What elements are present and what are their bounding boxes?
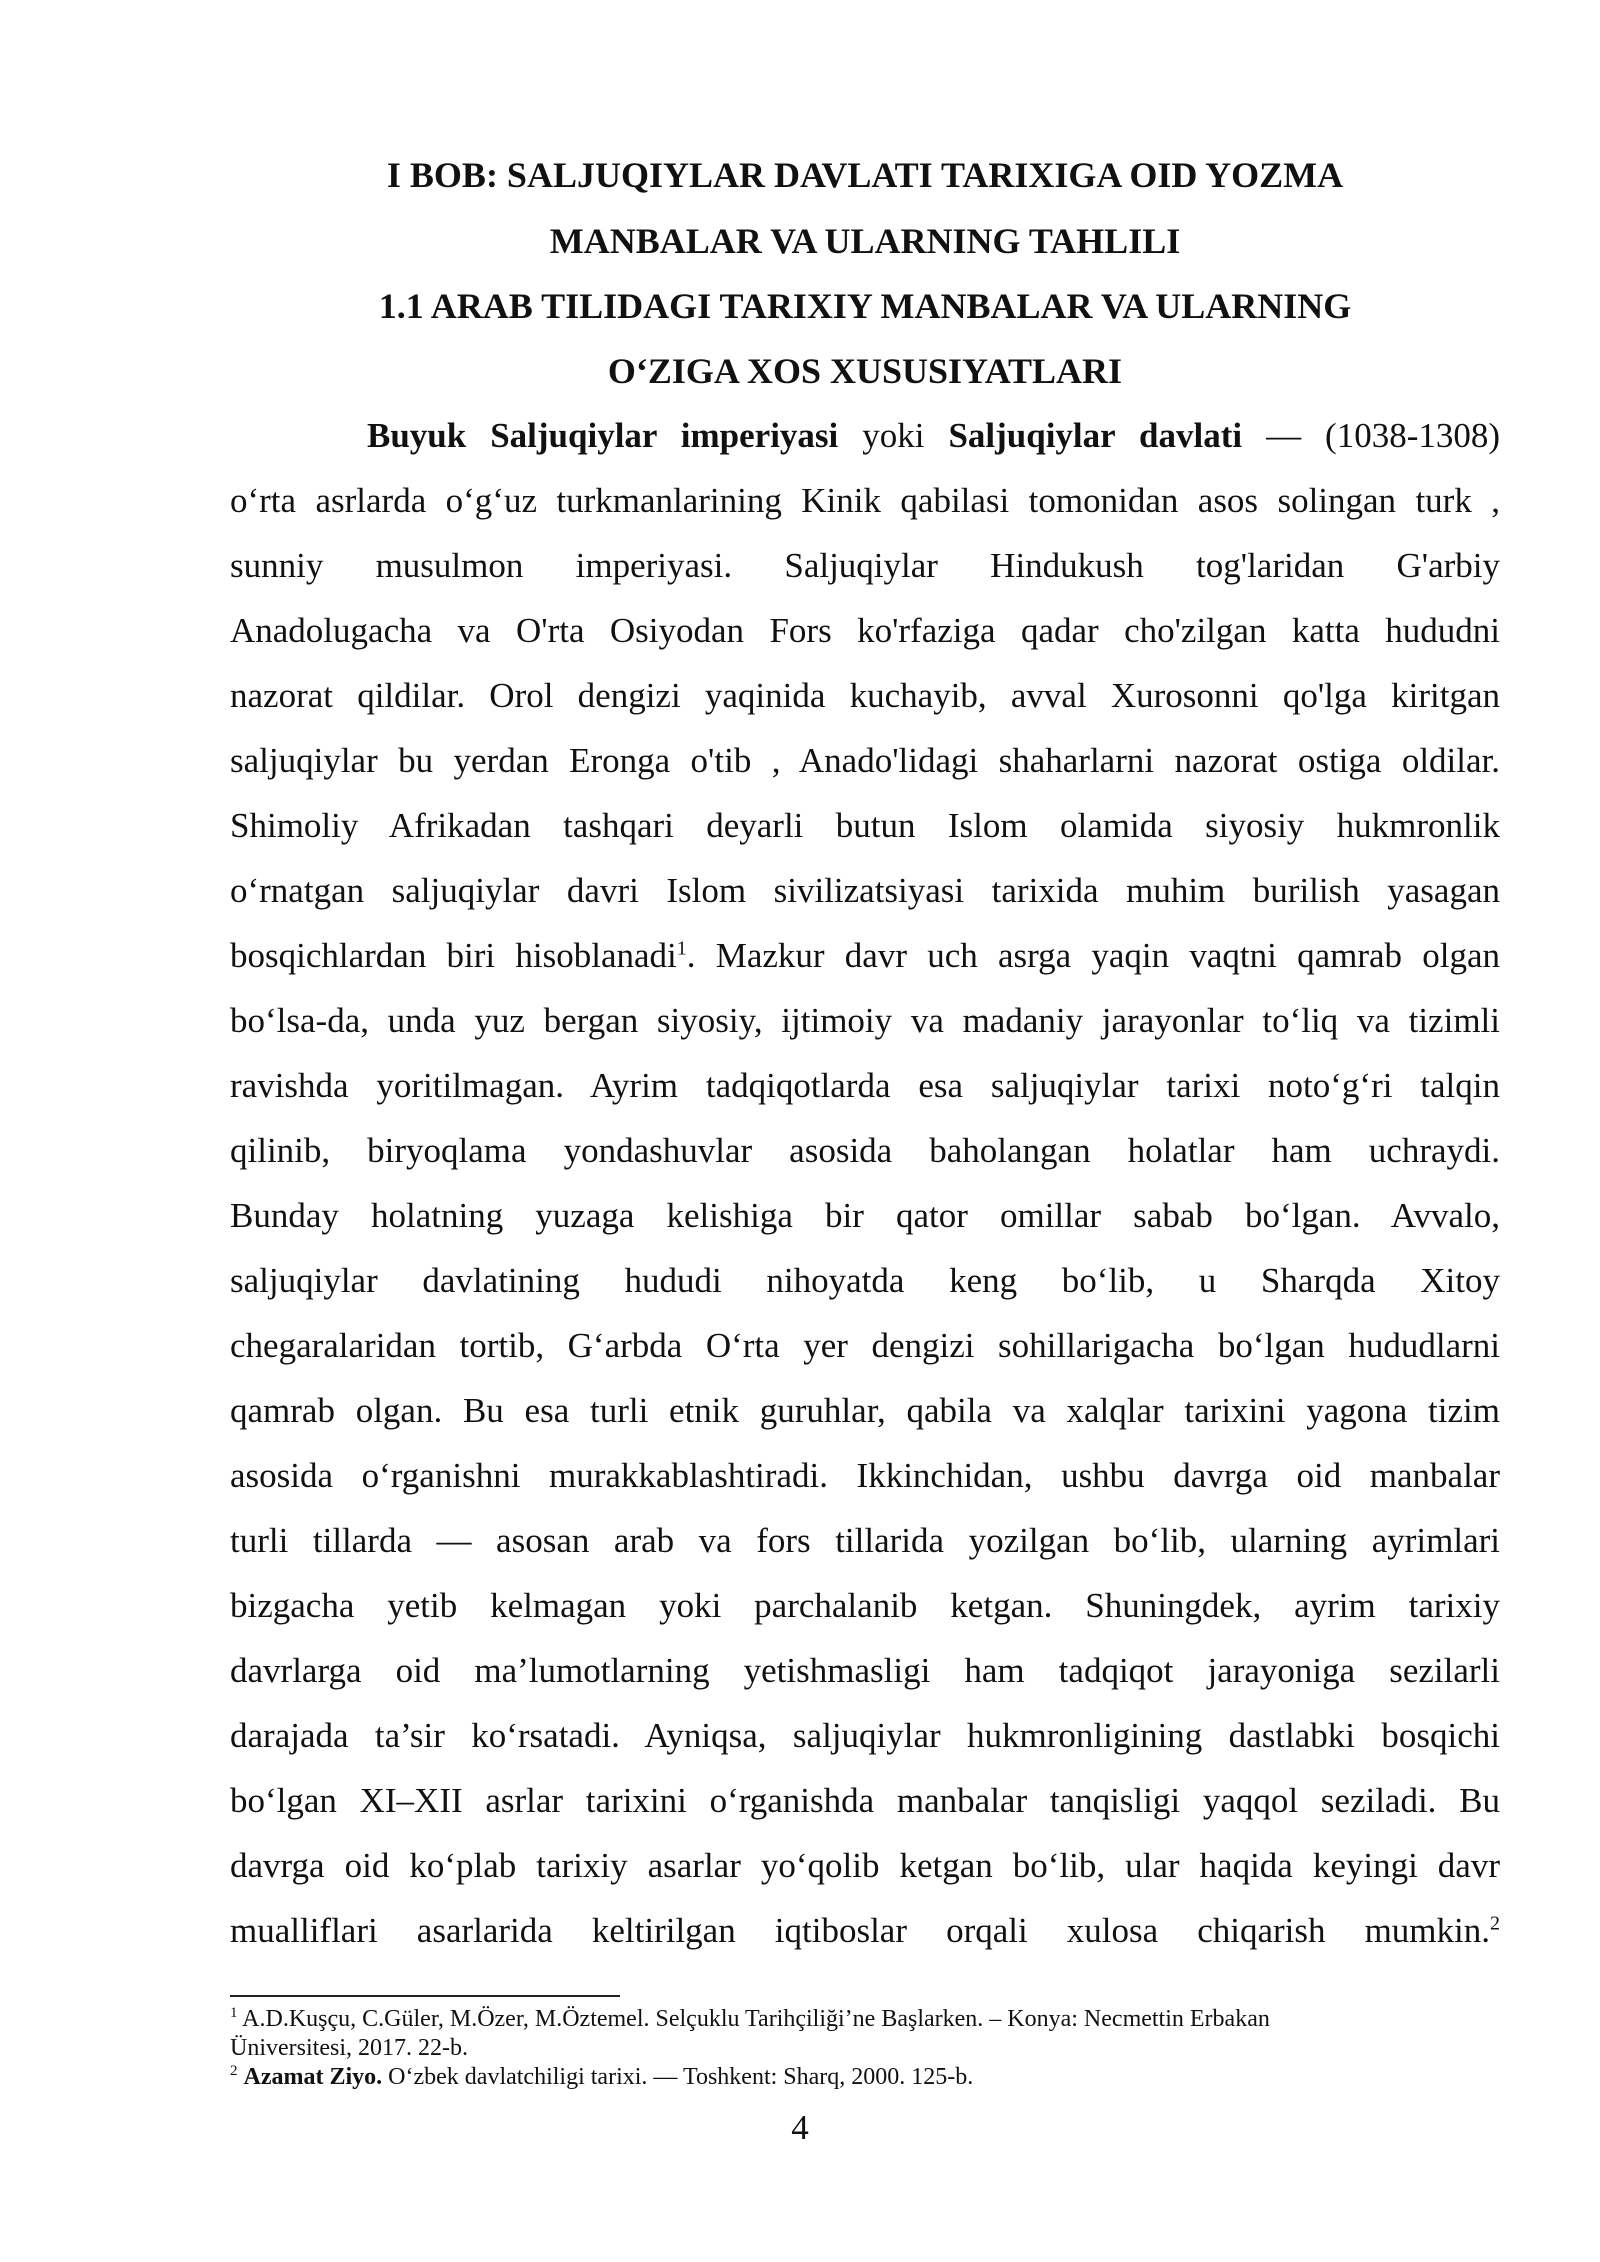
body-line: nazorat qildilar. Orol dengizi yaqinida kuchayib, avval Xurosonni qo'lga kiritgan <box>230 676 1500 715</box>
body-line: bo‘lsa-da, unda yuz bergan siyosiy, ijtimoiy va madaniy jarayonlar to‘liq va tizimli <box>230 1001 1500 1040</box>
body-line: sunniy musulmon imperiyasi. Saljuqiylar Hindukush tog'laridan G'arbiy <box>230 546 1500 585</box>
chapter-title-line-2: MANBALAR VA ULARNING TAHLILI <box>549 221 1181 261</box>
body-line: asosida o‘rganishni murakkablashtiradi. Ikkinchidan, ushbu davrga oid manbalar <box>230 1456 1500 1495</box>
body-line: darajada ta’sir ko‘rsatadi. Ayniqsa, saljuqiylar hukmronligining dastlabki bosqichi <box>230 1716 1500 1755</box>
body-line: Bunday holatning yuzaga kelishiga bir qator omillar sabab bo‘lgan. Avvalo, <box>230 1196 1500 1235</box>
footnote-ref-1[interactable]: 1 <box>676 937 687 960</box>
footnote-number: 2 <box>230 2063 238 2079</box>
body-line: davrlarga oid ma’lumotlarning yetishmasligi ham tadqiqot jarayoniga sezilarli <box>230 1651 1500 1690</box>
body-line: qilinib, biryoqlama yondashuvlar asosida baholangan holatlar ham uchraydi. <box>230 1131 1500 1170</box>
chapter-title-line-1: I BOB: SALJUQIYLAR DAVLATI TARIXIGA OID YOZMA <box>386 155 1344 195</box>
footnote-1-continued: Üniversitesi, 2017. 22-b. <box>230 2035 468 2061</box>
footnote-text: O‘zbek davlatchiligi tarixi. — Toshkent: Sharq, 2000. 125-b. <box>382 2064 974 2090</box>
body-line: Shimoliy Afrikadan tashqari deyarli butun Islom olamida siyosiy hukmronlik <box>230 806 1500 845</box>
intro-dates: — (1038-1308) <box>1242 416 1500 455</box>
body-line: chegaralaridan tortib, G‘arbda O‘rta yer dengizi sohillarigacha bo‘lgan hududlarni <box>230 1326 1500 1365</box>
body-line: ravishda yoritilmagan. Ayrim tadqiqotlarda esa saljuqiylar tarixi noto‘g‘ri talqin <box>230 1066 1500 1105</box>
footnote-number: 1 <box>230 2005 238 2021</box>
body-line: qamrab olgan. Bu esa turli etnik guruhlar, qabila va xalqlar tarixini yagona tizim <box>230 1391 1500 1430</box>
intro-bold-term-1: Buyuk Saljuqiylar imperiyasi <box>367 416 839 455</box>
body-line: Anadolugacha va O'rta Osiyodan Fors ko'rfaziga qadar cho'zilgan katta hududni <box>230 611 1500 650</box>
section-title-line-2: O‘ZIGA XOS XUSUSIYATLARI <box>607 351 1123 391</box>
footnote-text: A.D.Kuşçu, C.Güler, M.Özer, M.Öztemel. Selçuklu Tarihçiliği’ne Başlarken. – Konya: Necmettin Erbakan <box>237 2006 1270 2032</box>
footnote-ref-2[interactable]: 2 <box>1490 1912 1500 1935</box>
body-line: saljuqiylar davlatining hududi nihoyatda keng bo‘lib, u Sharqda Xitoy <box>230 1261 1500 1300</box>
body-line: o‘rta asrlarda o‘g‘uz turkmanlarining Kinik qabilasi tomonidan asos solingan turk , <box>230 481 1500 520</box>
body-line: turli tillarda — asosan arab va fors tillarida yozilgan bo‘lib, ularning ayrimlari <box>230 1521 1500 1560</box>
body-line: davrga oid ko‘plab tarixiy asarlar yo‘qolib ketgan bo‘lib, ular haqida keyingi davr <box>230 1846 1500 1885</box>
section-title-line-1: 1.1 ARAB TILIDAGI TARIXIY MANBALAR VA ULARNING <box>378 286 1352 326</box>
paragraph-intro-line <box>367 414 1500 458</box>
body-line: o‘rnatgan saljuqiylar davri Islom sivilizatsiyasi tarixida muhim burilish yasagan <box>230 871 1500 910</box>
body-line-with-footnote-ref <box>230 934 1500 978</box>
page-number: 4 <box>791 2108 809 2147</box>
body-text: mualliflari asarlarida keltirilgan iqtiboslar orqali xulosa chiqarish mumkin. <box>230 1911 1490 1950</box>
body-line: bo‘lgan XI–XII asrlar tarixini o‘rganishda manbalar tanqisligi yaqqol seziladi. Bu <box>230 1781 1500 1820</box>
footnote-1 <box>230 2005 1500 2034</box>
intro-connector: yoki <box>838 416 949 455</box>
body-text: . Mazkur davr uch asrga yaqin vaqtni qamrab olgan <box>686 936 1501 975</box>
intro-bold-term-2: Saljuqiylar davlati <box>948 416 1243 455</box>
footnote-author: Azamat Ziyo. <box>243 2064 383 2090</box>
body-line: saljuqiylar bu yerdan Eronga o'tib , Anado'lidagi shaharlarni nazorat ostiga oldilar. <box>230 741 1500 780</box>
body-line: bizgacha yetib kelmagan yoki parchalanib ketgan. Shuningdek, ayrim tarixiy <box>230 1586 1500 1625</box>
body-line-with-footnote-ref <box>230 1909 1500 1953</box>
footnote-separator <box>230 1995 620 1997</box>
body-text: bosqichlardan biri hisoblanadi <box>230 936 677 975</box>
footnote-2 <box>230 2063 1500 2092</box>
